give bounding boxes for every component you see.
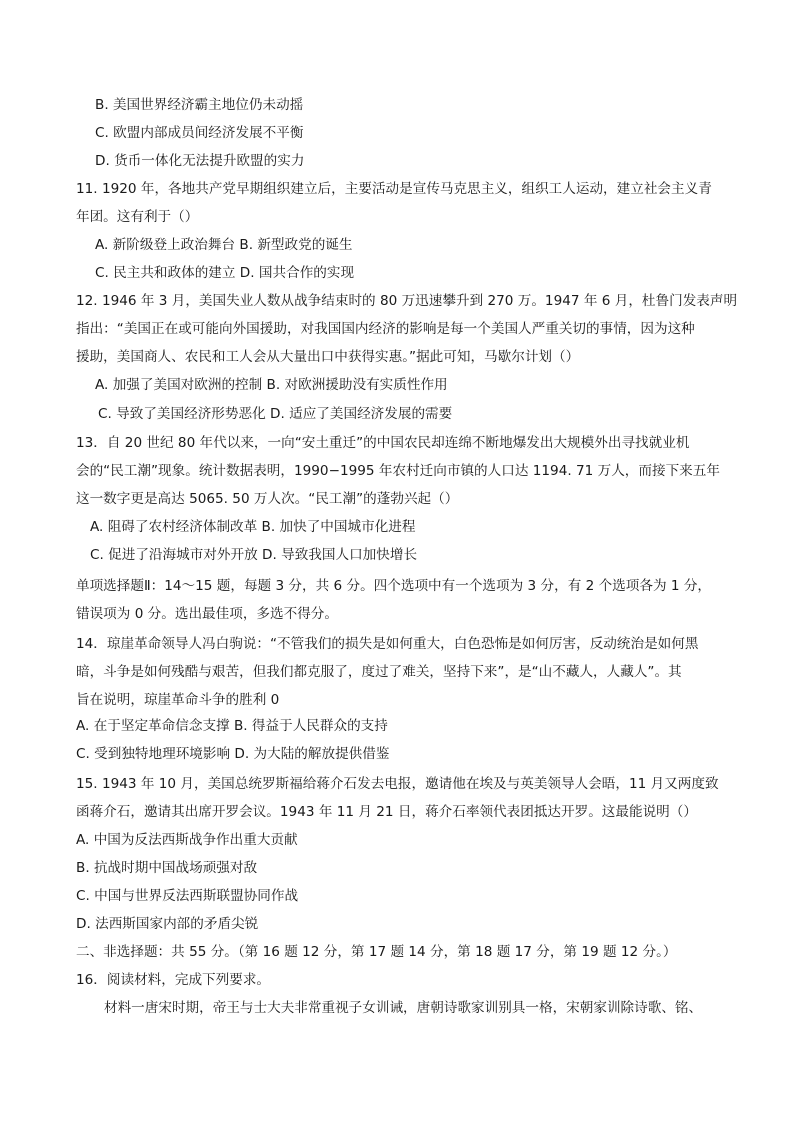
q14-options-line2: C. 受到独特地理环境影响 D. 为大陆的解放提供借鉴 (76, 746, 390, 762)
q15-stem-line2: 函蒋介石，邀请其出席开罗会议。1943 年 11 月 21 日，蒋介石率领代表团抵达开罗。这最能说明（） (76, 804, 697, 820)
section3-heading: 二、非选择题：共 55 分。（第 16 题 12 分，第 17 题 14 分，第 18 题 17 分，第 19 题 12 分。） (76, 944, 677, 960)
q12-stem-line2: 指出：“美国正在或可能向外国援助，对我国国内经济的影响是每一个美国人严重关切的事情，因为这种 (76, 321, 695, 337)
q13-stem-line1: 13．自 20 世纪 80 年代以来，一向“安土重迁”的中国农民却连绵不断地爆发出大规模外出寻找就业机 (76, 435, 690, 451)
q14-stem-line2: 暗，斗争是如何残酷与艰苦，但我们都克服了，度过了难关，坚持下来”，是“山不藏人，人藏人”。其 (76, 664, 682, 680)
section2-intro-line1: 单项选择题Ⅱ：14～15 题，每题 3 分，共 6 分。四个选项中有一个选项为 3 分，有 2 个选项各为 1 分， (76, 578, 712, 594)
q13-stem-line2: 会的“民工潮”现象。统计数据表明，1990−1995 年农村迁向市镇的人口达 1194. 71 万人，而接下来五年 (76, 463, 720, 479)
q10-option-b: B. 美国世界经济霸主地位仍未动摇 (95, 97, 304, 113)
q15-option-b: B. 抗战时期中国战场顽强对敌 (76, 860, 258, 876)
q16-stem: 16．阅读材料，完成下列要求。 (76, 972, 271, 988)
q16-material-line1: 材料一唐宋时期，帝王与士大夫非常重视子女训诫，唐朝诗歌家训别具一格，宋朝家训除诗歌、铭、 (104, 1000, 703, 1016)
q13-stem-line3: 这一数字更是高达 5065. 50 万人次。“民工潮”的蓬勃兴起（） (76, 491, 459, 507)
q11-stem-line1: 11. 1920 年，各地共产党早期组织建立后，主要活动是宣传马克思主义，组织工人运动，建立社会主义青 (76, 181, 712, 197)
q14-stem-line3: 旨在说明，琼崖革命斗争的胜利 0 (76, 692, 280, 708)
q12-options-line1: A. 加强了美国对欧洲的控制 B. 对欧洲援助没有实质性作用 (95, 377, 448, 393)
q13-options-line1: A. 阻碍了农村经济体制改革 B. 加快了中国城市化进程 (90, 519, 416, 535)
q12-stem-line3: 援助，美国商人、农民和工人会从大量出口中获得实惠。”据此可知，马歇尔计划（） (76, 349, 580, 365)
q12-stem-line1: 12. 1946 年 3 月，美国失业人数从战争结束时的 80 万迅速攀升到 270 万。1947 年 6 月，杜鲁门发表声明 (76, 293, 738, 309)
q15-option-c: C. 中国与世界反法西斯联盟协同作战 (76, 888, 299, 904)
q12-options-line2: C. 导致了美国经济形势恶化 D. 适应了美国经济发展的需要 (98, 406, 453, 422)
q11-stem-line2: 年团。这有利于（） (76, 209, 199, 225)
q10-option-c: C. 欧盟内部成员间经济发展不平衡 (95, 125, 304, 141)
q15-option-d: D. 法西斯国家内部的矛盾尖锐 (76, 916, 259, 932)
q13-options-line2: C. 促进了沿海城市对外开放 D. 导致我国人口加快增长 (90, 547, 418, 563)
q15-stem-line1: 15. 1943 年 10 月，美国总统罗斯福给蒋介石发去电报，邀请他在埃及与英美领导人会晤，11 月又两度致 (76, 776, 719, 792)
q11-options-line2: C. 民主共和政体的建立 D. 国共合作的实现 (95, 265, 355, 281)
q10-option-d: D. 货币一体化无法提升欧盟的实力 (95, 153, 305, 169)
q14-options-line1: A. 在于坚定革命信念支撑 B. 得益于人民群众的支持 (76, 718, 388, 734)
q11-options-line1: A. 新阶级登上政治舞台 B. 新型政党的诞生 (95, 237, 353, 253)
q15-option-a: A. 中国为反法西斯战争作出重大贡献 (76, 832, 298, 848)
section2-intro-line2: 错误项为 0 分。选出最佳项，多选不得分。 (76, 606, 338, 622)
q14-stem-line1: 14．琼崖革命领导人冯白驹说：“不管我们的损失是如何重大，白色恐怖是如何厉害，反动统治是如何黑 (76, 636, 699, 652)
